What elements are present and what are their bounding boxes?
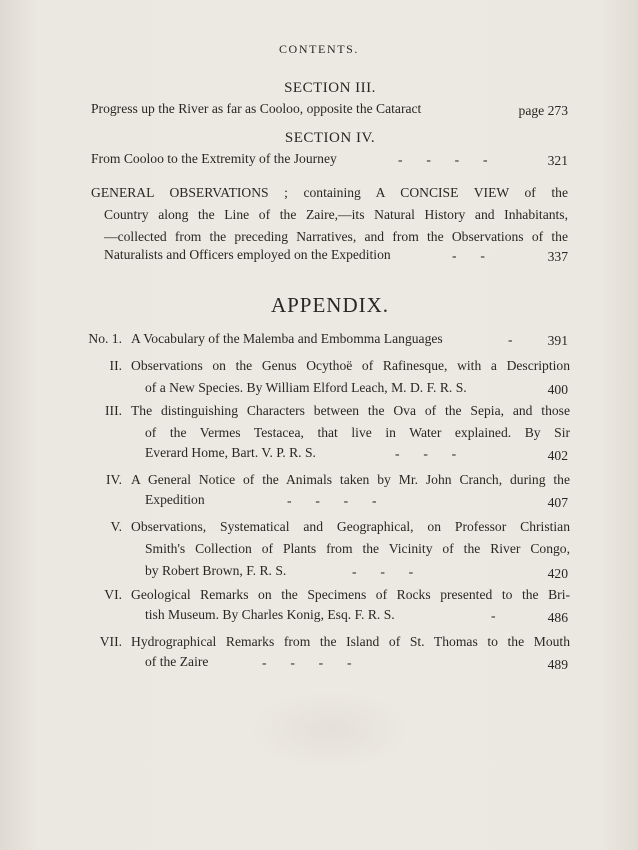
appendix-item-page: 400 [547, 382, 568, 397]
section-4-leader: - - - - [398, 152, 488, 167]
appendix-item-page: 402 [547, 448, 568, 463]
appendix-item-line: by Robert Brown, F. R. S. [145, 563, 287, 578]
appendix-item-line: A General Notice of the Animals taken by Mr. John Cranch, during the [131, 472, 570, 487]
page-header: CONTENTS. [278, 42, 360, 56]
general-page: 337 [547, 249, 568, 264]
appendix-item-line: of the Vermes Testacea, that live in Water explained. By Sir [145, 425, 570, 440]
appendix-item-line: Observations, Systematical and Geographical, on Professor Christian [131, 519, 570, 534]
appendix-item-line: of the Zaire [145, 654, 209, 669]
general-line-3: —collected from the preceding Narratives, and from the Observations of the [104, 229, 568, 244]
appendix-item-line: Expedition [145, 492, 205, 507]
appendix-item-page: 420 [547, 566, 568, 581]
appendix-item-leader: - [491, 608, 496, 623]
appendix-item-line: The distinguishing Characters between the Ova of the Sepia, and those [131, 403, 570, 418]
appendix-title: APPENDIX. [270, 293, 390, 317]
appendix-item-page: 391 [547, 333, 568, 348]
appendix-item-num: VII. [99, 634, 122, 649]
section-4-text: From Cooloo to the Extremity of the Journey [91, 151, 337, 166]
appendix-item-line: Observations on the Genus Ocythoë of Rafinesque, with a Description [131, 358, 570, 373]
general-line-1: GENERAL OBSERVATIONS ; containing A CONCISE VIEW of the [91, 185, 568, 200]
general-line-2: Country along the Line of the Zaire,—its Natural History and Inhabitants, [104, 207, 568, 222]
general-leader: - - [452, 248, 485, 263]
appendix-item-num: III. [105, 403, 122, 418]
appendix-item-leader: - - - [352, 564, 414, 579]
appendix-item-line: tish Museum. By Charles Konig, Esq. F. R. S. [145, 607, 395, 622]
section-4-page: 321 [547, 153, 568, 168]
appendix-item-num: VI. [104, 587, 122, 602]
general-line-4: Naturalists and Officers employed on the Expedition [104, 247, 391, 262]
appendix-item-num: V. [110, 519, 122, 534]
appendix-item-num: No. 1. [88, 331, 122, 346]
appendix-item-line: A Vocabulary of the Malemba and Embomma Languages [131, 331, 443, 346]
appendix-item-line: Everard Home, Bart. V. P. R. S. [145, 445, 316, 460]
appendix-item-leader: - - - [395, 446, 457, 461]
appendix-item-page: 486 [547, 610, 568, 625]
appendix-item-leader: - [508, 332, 513, 347]
appendix-item-line: of a New Species. By William Elford Leach, M. D. F. R. S. [145, 380, 467, 395]
section-3-title: SECTION III. [284, 80, 376, 96]
section-4-title: SECTION IV. [284, 130, 376, 146]
section-3-text: Progress up the River as far as Cooloo, opposite the Cataract [91, 101, 422, 116]
appendix-item-leader: - - - - [262, 655, 352, 670]
appendix-item-num: IV. [106, 472, 122, 487]
appendix-item-page: 489 [547, 657, 568, 672]
appendix-item-num: II. [109, 358, 122, 373]
appendix-item-page: 407 [547, 495, 568, 510]
appendix-item-line: Hydrographical Remarks from the Island of St. Thomas to the Mouth [131, 634, 570, 649]
paper-show-through [250, 690, 410, 770]
appendix-item-line: Geological Remarks on the Specimens of Rocks presented to the Bri- [131, 587, 570, 602]
section-3-page: page 273 [518, 103, 568, 118]
appendix-item-leader: - - - - [287, 493, 377, 508]
appendix-item-line: Smith's Collection of Plants from the Vicinity of the River Congo, [145, 541, 570, 556]
